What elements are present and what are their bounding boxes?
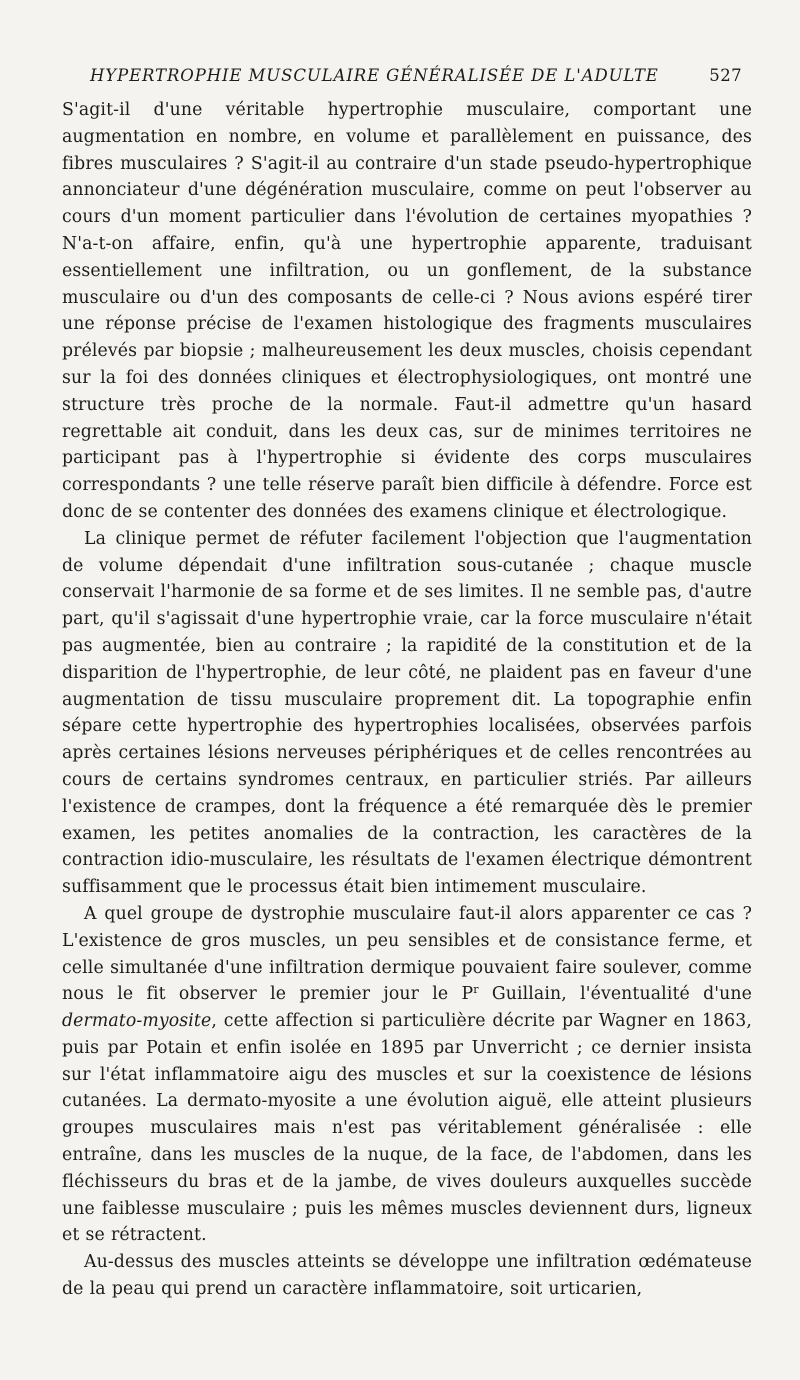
paragraph-3-superscript: r (473, 983, 479, 997)
paragraph-3-middle: Guillain, l'éventualité d'une (478, 984, 752, 1005)
italic-term-dermato-myosite: dermato-myosite (62, 1011, 212, 1032)
paragraph-4: Au-dessus des muscles atteints se développe une infiltration œdémateuse de la peau qui prend un caractère inflammatoire, soit urticarien, (62, 1252, 752, 1300)
page-number: 527 (709, 66, 742, 85)
paragraph-3-start: A quel groupe de dystrophie musculaire faut-il alors apparenter ce cas ? L'existence de gros muscles, un peu sensibles et de consistance ferme, et celle simultanée d'une infiltration dermique pouvaient faire soulever, comme nous le fit observer le premier jour le P (62, 903, 752, 1005)
paragraph-3-end: , cette affection si particulière décrite par Wagner en 1863, puis par Potain et enfin isolée en 1895 par Unverricht ; ce dernier insista sur l'état inflammatoire aigu des muscles et sur la coexistence de lésions cutanées. La dermato-myosite a une évolution aiguë, elle atteint plusieurs groupes musculaires mais n'est pas véritablement généralisée : elle entraîne, dans les muscles de la nuque, de la face, de l'abdomen, dans les fléchisseurs du bras et de la jambe, de vives douleurs auxquelles succède une faiblesse musculaire ; puis les mêmes muscles deviennent durs, ligneux et se rétractent. (62, 1011, 752, 1246)
running-title: HYPERTROPHIE MUSCULAIRE GÉNÉRALISÉE DE L'ADULTE (90, 66, 659, 85)
paragraph-2: La clinique permet de réfuter facilement l'objection que l'augmentation de volume dépendait d'une infiltration sous-cutanée ; chaque muscle conservait l'harmonie de sa forme et de ses limites. Il ne semble pas, d'autre part, qu'il s'agissait d'une hypertrophie vraie, car la force musculaire n'était pas augmentée, bien au contraire ; la rapidité de la constitution et de la disparition de l'hypertrophie, de leur côté, ne plaident pas en faveur d'une augmentation de tissu musculaire proprement dit. La topographie enfin sépare cette hypertrophie des hypertrophies localisées, observées parfois après certaines lésions nerveuses périphériques et de celles rencontrées au cours de certains syndromes centraux, en particulier striés. Par ailleurs l'existence de crampes, dont la fréquence a été remarquée dès le premier examen, les petites anomalies de la contraction, les caractères de la contraction idio-musculaire, les résultats de l'examen électrique démontrent suffisamment que le processus était bien intimement musculaire. (62, 528, 752, 898)
paragraph-3 (62, 901, 752, 1249)
body-text (62, 97, 752, 1303)
running-header (90, 64, 742, 88)
paragraph-1: S'agit-il d'une véritable hypertrophie musculaire, comportant une augmentation en nombre, en volume et parallèlement en puissance, des fibres musculaires ? S'agit-il au contraire d'un stade pseudo-hypertrophique annonciateur d'une dégénération musculaire, comme on peut l'observer au cours d'un moment particulier dans l'évolution de certaines myopathies ? N'a-t-on affaire, enfin, qu'à une hypertrophie apparente, traduisant essentiellement une infiltration, ou un gonflement, de la substance musculaire ou d'un des composants de celle-ci ? Nous avions espéré tirer une réponse précise de l'examen histologique des fragments musculaires prélevés par biopsie ; malheureusement les deux muscles, choisis cependant sur la foi des données cliniques et électrophysiologiques, ont montré une structure très proche de la normale. Faut-il admettre qu'un hasard regrettable ait conduit, dans les deux cas, sur de minimes territoires ne participant pas à l'hypertrophie si évidente des corps musculaires correspondants ? une telle réserve paraît bien difficile à défendre. Force est donc de se contenter des données des examens clinique et électrologique. (62, 100, 752, 522)
